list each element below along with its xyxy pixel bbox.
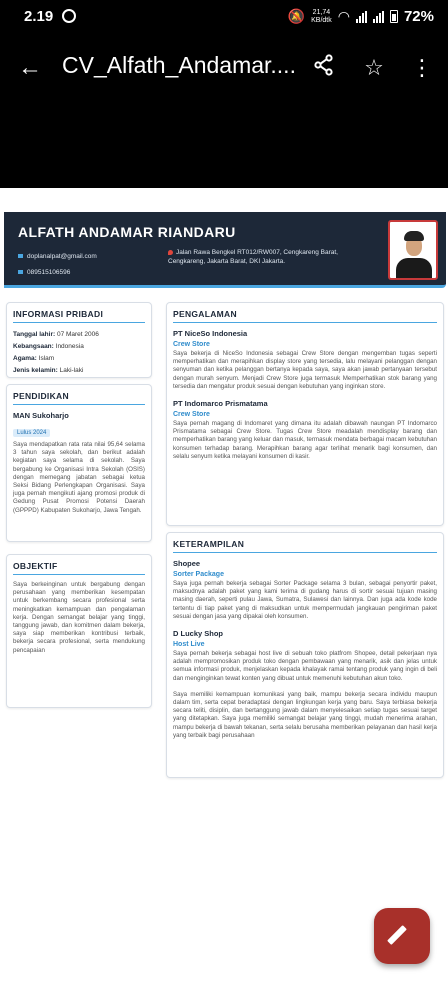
signal-icon-2 [373,11,384,23]
experience-role: Crew Store [173,411,210,419]
email-icon [18,254,23,258]
cv-name: ALFATH ANDAMAR RIANDARU [18,224,236,240]
battery-level: 72% [403,8,434,25]
gender-row [13,365,145,377]
network-speed [311,9,332,25]
skills-title: KETERAMPILAN [173,539,437,553]
profile-photo [388,220,438,280]
nationality-value: Indonesia [55,343,84,350]
experience-title: PENGALAMAN [173,309,437,323]
location-pin-icon [168,250,173,255]
cv-header [4,212,446,288]
nationality-label: Kebangsaan: [13,343,54,350]
skills-closing-text: Saya memiliki kemampuan komunikasi yang baik, mampu bekerja secara individu maupun dalam tim, serta cepat beradaptasi dengan lingkungan kerja yang baru. Saya terbiasa bekerja secara teliti, disiplin, dan bertanggung jawab dalam menyelesaikan setiap tugas sesuai target yang ditetapkan. Saya juga memiliki semangat belajar yang tinggi, mudah menerima arahan, mampu bekerja di bawah tekanan, serta selalu berusaha memberikan pelayanan dan hasil kerja yang terbaik bagi perusahaan [173,690,437,739]
network-speed-value: 21,74 [312,8,331,16]
personal-info-title: INFORMASI PRIBADI [13,309,145,323]
status-bar [0,0,448,34]
nationality-row [13,341,145,353]
cv-phone-text: 089515106596 [27,269,71,276]
experience-company: PT Indomarco Prismatama [173,399,268,409]
phone-icon [18,270,23,274]
share-icon[interactable] [310,54,338,82]
skill-role: Host Live [173,641,205,649]
more-options-icon[interactable]: ⋮ [411,55,433,80]
document-title: CV_Alfath_Andamar.... [62,52,296,78]
experience-text: Saya pernah magang di Indomaret yang dimana itu adalah dibawah naungan PT Indomarco Prismatama sebagai Crew Store. Tugas Crew Store meadalah mendisplay barang dan memperhatikan barang yang keluar dan masuk, termasuk mendata berbagai macam kebutuhan konsumen terhadap barang. Merapihkan barang agar terlihat menarik bagi konsumen, dan selalu senyum ketika melayani konsumen di kasir. [173,420,437,460]
cv-email-text: doplanalpat@gmail.com [27,253,97,260]
document-viewer[interactable] [0,188,448,1000]
experience-section [166,302,444,526]
gender-label: Jenis kelamin: [13,367,58,374]
cv-phone [18,268,70,277]
photo-hair [404,231,424,241]
network-speed-unit: KB/dtk [311,16,332,24]
cv-address [168,248,344,266]
education-title: PENDIDIKAN [13,391,145,405]
experience-text: Saya bekerja di NiceSo Indonesia sebagai Crew Store dengan mengemban tugas seperti memperhatikan dan merapihkan display store yang tersedia, lalu melayani pelanggan dengan senyuman dan ketika pelanggan bertanya kepada saya, saya akan jawab pertanyaan tersebut dengan murah senyum. Menjadi Crew Store juga termasuk Memperhatikan stok barang yang tersedia dan mengatur produk sesuai dengan kebutuhan yang inginkan store. [173,350,437,390]
app-bar [0,40,448,96]
skill-company: D Lucky Shop [173,629,224,639]
education-section [6,384,152,542]
birth-row [13,329,145,341]
school-name: MAN Sukoharjo [13,411,69,420]
skills-section [166,532,444,778]
battery-icon [390,10,398,23]
gender-value: Laki-laki [59,367,84,374]
skill-role: Sorter Package [173,571,224,578]
birth-label: Tanggal lahir: [13,331,56,338]
wifi-icon: ◠ [337,8,350,24]
objective-title: OBJEKTIF [13,561,145,575]
birth-value: 07 Maret 2006 [56,331,99,338]
edit-button[interactable] [374,908,430,964]
experience-company: PT NiceSo Indonesia [173,329,248,338]
objective-text: Saya berkeinginan untuk bergabung dengan perusahaan yang memberikan kesempatan untuk berkembang secara profesional serta meningkatkan kemampuan dan pengalaman kerja. Dengan semangat belajar yang tinggi, tanggung jawab, dan komitmen dalam bekerja, saya siap memberikan kontribusi terbaik, bekerja secara profesional, serta mendukung pencapaian [13,581,145,654]
photo-body [396,258,432,280]
personal-info-section [6,302,152,378]
signal-icon [356,11,367,23]
experience-role: Crew Store [173,341,210,348]
religion-row [13,353,145,365]
religion-value: Islam [38,355,55,362]
cv-email [18,252,97,261]
graduation-badge: Lulus 2024 [13,429,50,437]
skill-text: Saya juga pernah bekerja sebagai Sorter Package selama 3 bulan, sebagai penyortir paket, maksudnya adalah paket yang kami terima di gudang harus di sortir sesuai tujuan masing masing daerah, seperti pulau Jawa, Sumatra, Sulawesi dan lainnya. Dan juga ada kode kode tertentu di tiap paket yang di maksudkan untuk mempermudah jangkauan pengiriman paket sesuai dengan jasa yang dipakai oleh konsumen. [173,580,437,620]
star-icon[interactable]: ☆ [364,55,384,80]
status-time: 2.19 [24,8,54,25]
skill-company: Shopee [173,559,201,568]
whatsapp-notification-icon [62,9,76,23]
objective-section [6,554,152,708]
cv-address-text: Jalan Rawa Bengkel RT012/RW007, Cengkareng Barat, Cengkareng, Jakarta Barat, DKI Jakarta. [168,249,338,265]
mute-icon: 🔕 [287,8,306,24]
education-text: Saya mendapatkan rata rata nilai 95,64 selama 3 tahun saya sekolah, dan berikut adalah kegiatan saya selama di sekolah. Saya bergabung ke Organisasi Intra Sekolah (OSIS) dengan memegang jabatan sebagai ketua Seksi Bidang Perlengkapan Organisasi. Saya juga pernah mengikuti ajang promosi produk di Gedung Pusat Promosi Potensi Daerah (GPPPD) Kabupaten Sukoharjo, Jawa Tengah. [13,441,145,514]
religion-label: Agama: [13,355,37,362]
back-arrow-icon[interactable]: ← [18,54,42,81]
share-svg [313,54,335,76]
status-indicators [288,8,434,25]
skill-text: Saya pernah bekerja sebagai host live di sebuah toko platfrom Shopee, detail pekerjaan nya adalah mempromosikan produk toko dengan pembawaan yang menarik, asik dan jelas untuk semua informasi produk, menjelaskan kepada khalayak ramai tentang produk yang ingin di beli dan menginginkan tewat konten yang dibuat untuk memenuhi kebutuhan akun toko. [173,650,437,682]
pencil-icon [387,925,407,945]
